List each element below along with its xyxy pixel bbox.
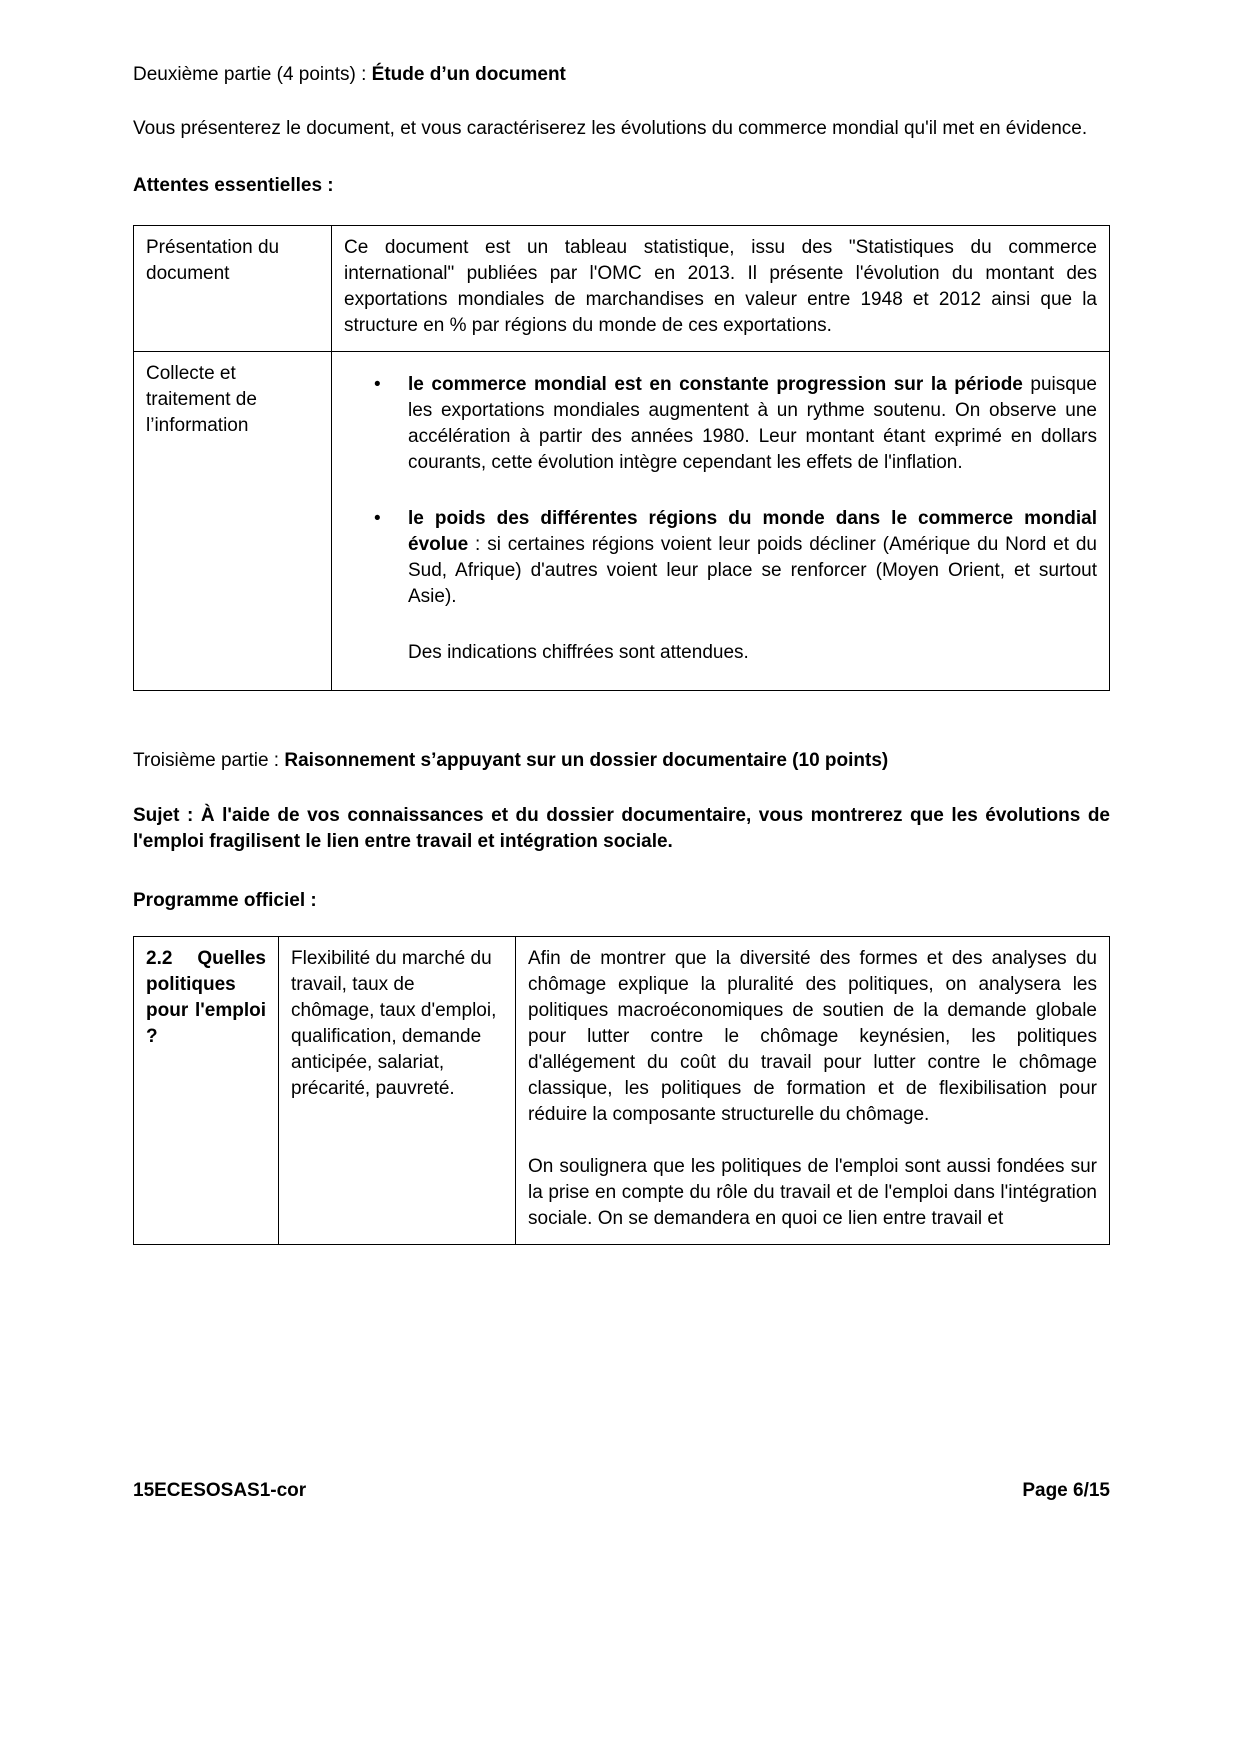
bullet-point-2 — [344, 506, 1097, 610]
programme-indications-cell — [516, 937, 1110, 1245]
bullet-2-rest: : si certaines régions voient leur poids décliner (Amérique du Nord et du Sud, Afrique) d'autres voient leur place se renforcer (Moyen Orient, et surtout Asie). — [408, 534, 1097, 607]
indications-paragraph-2: On soulignera que les politiques de l'emploi sont aussi fondées sur la prise en compte du rôle du travail et de l'emploi dans l'intégration sociale. On se demandera en quoi ce lien entre travail et — [528, 1156, 1097, 1229]
part3-heading-prefix: Troisième partie : — [133, 750, 285, 771]
table-row — [134, 352, 1110, 691]
footer-reference: 15ECESOSAS1-cor — [133, 1480, 307, 1501]
part2-heading-prefix: Deuxième partie (4 points) : — [133, 64, 372, 85]
row2-body-cell — [332, 352, 1110, 691]
programme-table — [133, 936, 1110, 1245]
page-footer — [133, 1478, 1110, 1504]
bullet-2-text — [408, 508, 1097, 607]
part2-heading — [133, 62, 1110, 88]
programme-heading: Programme officiel : — [133, 890, 317, 911]
part2-intro-paragraph: Vous présenterez le document, et vous caractériserez les évolutions du commerce mondial qu'il met en évidence. — [133, 118, 1088, 139]
bullet-icon: • — [374, 508, 381, 529]
bullet-1-rest: puisque les exportations mondiales augmentent à un rythme soutenu. On observe une accélération à partir des années 1980. Leur montant étant exprimé en dollars courants, cette évolution intègre cependant les effets de l'inflation. — [408, 374, 1097, 473]
programme-notions-cell: Flexibilité du marché du travail, taux de chômage, taux d'emploi, qualification, demande anticipée, salariat, précarité, pauvreté. — [279, 937, 516, 1245]
table-row — [134, 226, 1110, 352]
indications-paragraph-1: Afin de montrer que la diversité des formes et des analyses du chômage explique la pluralité des politiques, on analysera les politiques macroéconomiques de soutien de la demande globale pour lutter contre le chômage keynésien, les politiques d'allégement du coût du travail pour lutter contre le chômage classique, les politiques de formation et de flexibilisation pour réduire la composante structurelle du chômage. — [528, 948, 1097, 1125]
bullet-1-bold: le commerce mondial est en constante progression sur la période — [408, 374, 1023, 395]
bullet-2-bold: le poids des différentes régions du monde dans le commerce mondial évolue — [408, 508, 1097, 555]
expected-figures-note: Des indications chiffrées sont attendues. — [408, 642, 749, 663]
bullet-icon: • — [374, 374, 381, 395]
part2-heading-title: Étude d’un document — [371, 64, 566, 85]
sujet-paragraph: Sujet : À l'aide de vos connaissances et du dossier documentaire, vous montrerez que les évolutions de l'emploi fragilisent le lien entre travail et intégration sociale. — [133, 805, 1110, 852]
row1-label-cell: Présentation du document — [134, 226, 332, 352]
part3-heading — [133, 748, 1110, 774]
footer-page-number: Page 6/15 — [1022, 1480, 1110, 1501]
attentes-table — [133, 225, 1110, 691]
row2-label-cell: Collecte et traitement de l’information — [134, 352, 332, 691]
bullet-1-text — [408, 374, 1097, 473]
programme-theme-cell: 2.2 Quelles politiques pour l'emploi ? — [134, 937, 279, 1245]
part3-heading-title: Raisonnement s’appuyant sur un dossier documentaire (10 points) — [284, 750, 889, 771]
attentes-heading: Attentes essentielles : — [133, 175, 334, 196]
table-row — [134, 937, 1110, 1245]
row1-body-cell: Ce document est un tableau statistique, issu des "Statistiques du commerce international" publiées par l'OMC en 2013. Il présente l'évolution du montant des exportations mondiales de marchandises en valeur entre 1948 et 2012 ainsi que la structure en % par régions du monde de ces exportations. — [332, 226, 1110, 352]
bullet-point-1 — [344, 372, 1097, 476]
